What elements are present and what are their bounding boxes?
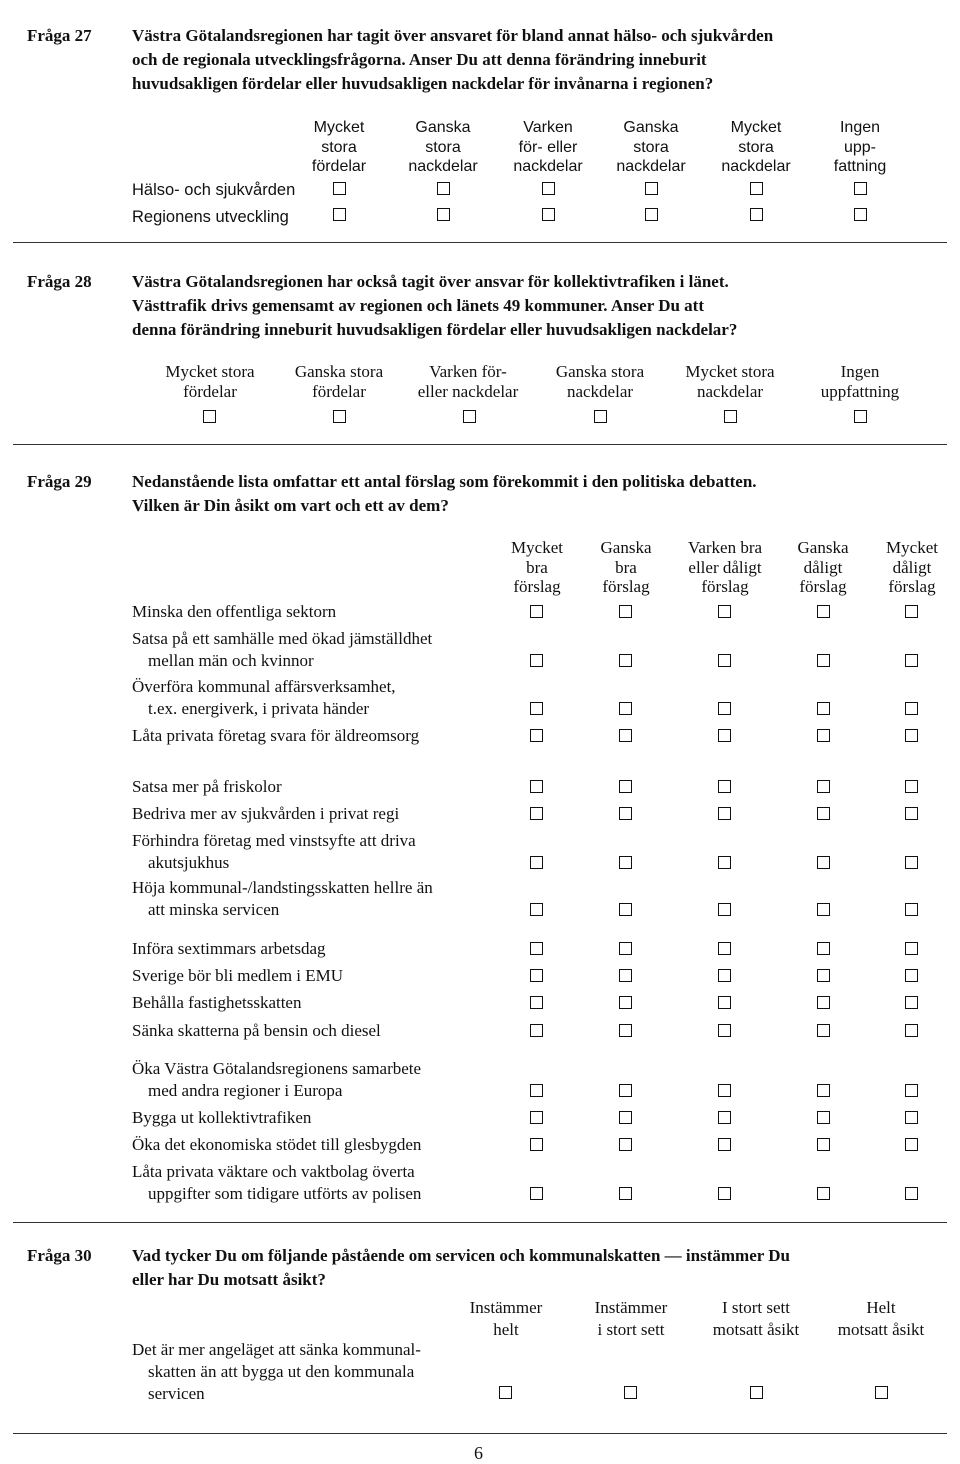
q27-row-label: Regionens utveckling — [132, 208, 289, 226]
q30-option-checkbox[interactable] — [875, 1386, 888, 1399]
q27-health-checkbox[interactable] — [542, 182, 555, 195]
q29-item-label: Låta privata väktare och vaktbolag överta — [132, 1162, 415, 1181]
question-27-line: huvudsakligen fördelar eller huvudsakligen nackdelar för invånarna i regionen? — [132, 74, 714, 93]
q29-option-checkbox[interactable] — [619, 942, 632, 955]
q29-option-checkbox[interactable] — [817, 1111, 830, 1124]
section-divider — [13, 1433, 947, 1434]
q30-column-header: Instämmer i stort sett — [594, 1298, 668, 1339]
q29-option-checkbox[interactable] — [619, 1111, 632, 1124]
q29-option-checkbox[interactable] — [530, 1111, 543, 1124]
question-28-line: denna förändring inneburit huvudsakligen fördelar eller huvudsakligen nackdelar? — [132, 320, 738, 339]
q29-item-label: Bygga ut kollektivtrafiken — [132, 1108, 312, 1127]
question-28-number: Fråga 28 — [27, 272, 92, 291]
q29-column-header: Varken bra eller dåligt förslag — [687, 538, 763, 596]
q28-option-checkbox[interactable] — [724, 410, 737, 423]
q29-option-checkbox[interactable] — [619, 969, 632, 982]
q29-item-label: med andra regioner i Europa — [148, 1081, 343, 1100]
q29-option-checkbox[interactable] — [530, 1084, 543, 1097]
q27-development-checkbox[interactable] — [542, 208, 555, 221]
q29-column-header: Mycket bra förslag — [511, 538, 563, 596]
q29-option-checkbox[interactable] — [905, 654, 918, 667]
q30-column-header: Helt motsatt åsikt — [837, 1298, 925, 1339]
section-divider — [13, 242, 947, 243]
q29-option-checkbox[interactable] — [905, 1024, 918, 1037]
q28-option-checkbox[interactable] — [333, 410, 346, 423]
q29-option-checkbox[interactable] — [619, 1187, 632, 1200]
q29-option-checkbox[interactable] — [530, 969, 543, 982]
q27-column-header: Ganska stora nackdelar — [408, 119, 478, 175]
question-28-line: Västtrafik drivs gemensamt av regionen och länets 49 kommuner. Anser Du att — [132, 296, 705, 315]
q29-option-checkbox[interactable] — [817, 780, 830, 793]
q29-item-label: uppgifter som tidigare utförts av polisen — [148, 1184, 422, 1203]
section-divider — [13, 444, 947, 445]
q29-item-label: Minska den offentliga sektorn — [132, 602, 337, 621]
q27-column-header: Ingen upp- fattning — [833, 119, 887, 175]
q30-option-checkbox[interactable] — [624, 1386, 637, 1399]
question-27-text — [132, 24, 773, 96]
q29-item-label: t.ex. energiverk, i privata händer — [148, 699, 370, 718]
q29-column-header: Ganska dåligt förslag — [797, 538, 849, 596]
q29-option-checkbox[interactable] — [905, 1138, 918, 1151]
question-27-number: Fråga 27 — [27, 26, 92, 45]
q29-option-checkbox[interactable] — [718, 856, 731, 869]
q29-option-checkbox[interactable] — [905, 807, 918, 820]
q29-option-checkbox[interactable] — [905, 856, 918, 869]
q29-option-checkbox[interactable] — [619, 729, 632, 742]
q29-option-checkbox[interactable] — [905, 702, 918, 715]
q29-option-checkbox[interactable] — [530, 996, 543, 1009]
q29-option-checkbox[interactable] — [530, 1138, 543, 1151]
q29-option-checkbox[interactable] — [905, 1084, 918, 1097]
q29-option-checkbox[interactable] — [718, 1138, 731, 1151]
q29-option-checkbox[interactable] — [817, 996, 830, 1009]
q29-option-checkbox[interactable] — [905, 942, 918, 955]
q29-option-checkbox[interactable] — [619, 996, 632, 1009]
q27-development-checkbox[interactable] — [854, 208, 867, 221]
q29-option-checkbox[interactable] — [718, 780, 731, 793]
q29-option-checkbox[interactable] — [718, 729, 731, 742]
q29-option-checkbox[interactable] — [905, 605, 918, 618]
q29-option-checkbox[interactable] — [905, 729, 918, 742]
q29-item-label: Höja kommunal-/landstingsskatten hellre än — [132, 878, 433, 897]
q29-option-checkbox[interactable] — [817, 729, 830, 742]
q28-option-checkbox[interactable] — [463, 410, 476, 423]
q29-option-checkbox[interactable] — [718, 903, 731, 916]
q28-column-header: Mycket stora nackdelar — [685, 362, 775, 401]
q29-option-checkbox[interactable] — [817, 903, 830, 916]
q29-option-checkbox[interactable] — [530, 942, 543, 955]
q29-option-checkbox[interactable] — [817, 1084, 830, 1097]
q29-option-checkbox[interactable] — [905, 996, 918, 1009]
q29-option-checkbox[interactable] — [905, 1187, 918, 1200]
q29-option-checkbox[interactable] — [817, 856, 830, 869]
q29-item-label: Förhindra företag med vinstsyfte att driva — [132, 831, 416, 850]
q28-option-checkbox[interactable] — [203, 410, 216, 423]
q29-option-checkbox[interactable] — [718, 605, 731, 618]
q29-option-checkbox[interactable] — [619, 605, 632, 618]
q29-option-checkbox[interactable] — [530, 654, 543, 667]
q29-item-label: Öka det ekonomiska stödet till glesbygden — [132, 1135, 422, 1154]
q29-item-label: Satsa på ett samhälle med ökad jämställdhet — [132, 629, 433, 648]
q29-item-label: Satsa mer på friskolor — [132, 777, 282, 796]
question-29-number: Fråga 29 — [27, 472, 92, 491]
q29-item-label: Behålla fastighetsskatten — [132, 993, 302, 1012]
question-30-text — [132, 1244, 790, 1292]
q29-item-label: Öka Västra Götalandsregionens samarbete — [132, 1059, 422, 1078]
q29-option-checkbox[interactable] — [817, 702, 830, 715]
q29-option-checkbox[interactable] — [530, 780, 543, 793]
q28-column-header: Ganska stora nackdelar — [555, 362, 645, 401]
q29-option-checkbox[interactable] — [817, 1024, 830, 1037]
q28-column-header: Ganska stora fördelar — [294, 362, 384, 401]
q27-health-checkbox[interactable] — [645, 182, 658, 195]
q29-item-label: akutsjukhus — [148, 853, 230, 872]
q29-option-checkbox[interactable] — [619, 807, 632, 820]
q29-option-checkbox[interactable] — [817, 654, 830, 667]
q28-option-checkbox[interactable] — [854, 410, 867, 423]
question-28-line: Västra Götalandsregionen har också tagit över ansvar för kollektivtrafiken i länet. — [132, 272, 729, 291]
q29-item-label: Överföra kommunal affärsverksamhet, — [132, 677, 396, 696]
q29-option-checkbox[interactable] — [619, 780, 632, 793]
section-divider — [13, 1222, 947, 1223]
q28-column-header: Ingen uppfattning — [820, 362, 900, 401]
q27-development-checkbox[interactable] — [645, 208, 658, 221]
q30-statement-line: skatten än att bygga ut den kommunala — [148, 1362, 415, 1381]
q29-column-header: Ganska bra förslag — [600, 538, 652, 596]
q30-statement-line: Det är mer angeläget att sänka kommunal- — [132, 1340, 421, 1359]
q27-column-header: Mycket stora fördelar — [311, 119, 367, 175]
q29-option-checkbox[interactable] — [619, 856, 632, 869]
question-30-number: Fråga 30 — [27, 1246, 92, 1265]
q29-option-checkbox[interactable] — [905, 903, 918, 916]
q29-item-label: Införa sextimmars arbetsdag — [132, 939, 326, 958]
q29-option-checkbox[interactable] — [530, 1024, 543, 1037]
question-30-line: eller har Du motsatt åsikt? — [132, 1270, 326, 1289]
question-29-line: Nedanstående lista omfattar ett antal förslag som förekommit i den politiska debatten. — [132, 472, 757, 491]
q28-option-checkbox[interactable] — [594, 410, 607, 423]
q29-option-checkbox[interactable] — [530, 1187, 543, 1200]
q29-option-checkbox[interactable] — [619, 1024, 632, 1037]
q30-option-checkbox[interactable] — [499, 1386, 512, 1399]
q29-option-checkbox[interactable] — [905, 780, 918, 793]
q29-option-checkbox[interactable] — [619, 903, 632, 916]
q29-item-label: mellan män och kvinnor — [148, 651, 314, 670]
q29-option-checkbox[interactable] — [530, 903, 543, 916]
q27-development-checkbox[interactable] — [437, 208, 450, 221]
q29-option-checkbox[interactable] — [718, 1024, 731, 1037]
question-30-line: Vad tycker Du om följande påstående om servicen och kommunalskatten — instämmer Du — [132, 1246, 790, 1265]
q30-column-header: Instämmer helt — [469, 1298, 543, 1339]
q29-option-checkbox[interactable] — [530, 729, 543, 742]
q29-option-checkbox[interactable] — [905, 1111, 918, 1124]
q29-option-checkbox[interactable] — [718, 807, 731, 820]
q29-option-checkbox[interactable] — [817, 807, 830, 820]
q29-option-checkbox[interactable] — [619, 1138, 632, 1151]
q29-option-checkbox[interactable] — [718, 1084, 731, 1097]
q27-health-checkbox[interactable] — [437, 182, 450, 195]
q29-option-checkbox[interactable] — [817, 1138, 830, 1151]
q30-option-checkbox[interactable] — [750, 1386, 763, 1399]
q29-option-checkbox[interactable] — [718, 969, 731, 982]
question-29-line: Vilken är Din åsikt om vart och ett av dem? — [132, 496, 449, 515]
q27-health-checkbox[interactable] — [750, 182, 763, 195]
q27-development-checkbox[interactable] — [750, 208, 763, 221]
q29-option-checkbox[interactable] — [817, 605, 830, 618]
q30-column-header: I stort sett motsatt åsikt — [712, 1298, 800, 1339]
q27-column-header: Mycket stora nackdelar — [721, 119, 791, 175]
page-number: 6 — [474, 1443, 483, 1463]
question-28-text — [132, 270, 737, 342]
q29-option-checkbox[interactable] — [817, 1187, 830, 1200]
q29-option-checkbox[interactable] — [619, 1084, 632, 1097]
q29-option-checkbox[interactable] — [530, 605, 543, 618]
q29-option-checkbox[interactable] — [817, 942, 830, 955]
q29-option-checkbox[interactable] — [619, 702, 632, 715]
q29-option-checkbox[interactable] — [530, 702, 543, 715]
question-27-line: Västra Götalandsregionen har tagit över ansvaret för bland annat hälso- och sjukvården — [132, 26, 774, 45]
q29-item-label: att minska servicen — [148, 900, 280, 919]
q29-column-header: Mycket dåligt förslag — [886, 538, 938, 596]
q29-option-checkbox[interactable] — [530, 856, 543, 869]
q27-development-checkbox[interactable] — [333, 208, 346, 221]
q27-health-checkbox[interactable] — [854, 182, 867, 195]
q29-option-checkbox[interactable] — [718, 1187, 731, 1200]
q27-column-header: Varken för- eller nackdelar — [513, 119, 583, 175]
q29-item-label: Sänka skatterna på bensin och diesel — [132, 1021, 381, 1040]
q30-statement-line: servicen — [148, 1384, 205, 1403]
q27-column-header: Ganska stora nackdelar — [616, 119, 686, 175]
q28-column-header: Varken för- eller nackdelar — [417, 362, 519, 401]
q27-health-checkbox[interactable] — [333, 182, 346, 195]
q29-option-checkbox[interactable] — [619, 654, 632, 667]
q29-option-checkbox[interactable] — [718, 1111, 731, 1124]
q29-option-checkbox[interactable] — [718, 942, 731, 955]
q29-option-checkbox[interactable] — [905, 969, 918, 982]
q29-item-label: Sverige bör bli medlem i EMU — [132, 966, 344, 985]
q29-option-checkbox[interactable] — [718, 654, 731, 667]
q29-item-label: Låta privata företag svara för äldreomsorg — [132, 726, 420, 745]
q28-column-header: Mycket stora fördelar — [165, 362, 255, 401]
q27-row-label: Hälso- och sjukvården — [132, 181, 296, 199]
q29-item-label: Bedriva mer av sjukvården i privat regi — [132, 804, 400, 823]
q29-option-checkbox[interactable] — [817, 969, 830, 982]
question-27-line: och de regionala utvecklingsfrågorna. Anser Du att denna förändring inneburit — [132, 50, 707, 69]
q29-option-checkbox[interactable] — [718, 996, 731, 1009]
q29-option-checkbox[interactable] — [718, 702, 731, 715]
q29-option-checkbox[interactable] — [530, 807, 543, 820]
question-29-text — [132, 470, 757, 518]
